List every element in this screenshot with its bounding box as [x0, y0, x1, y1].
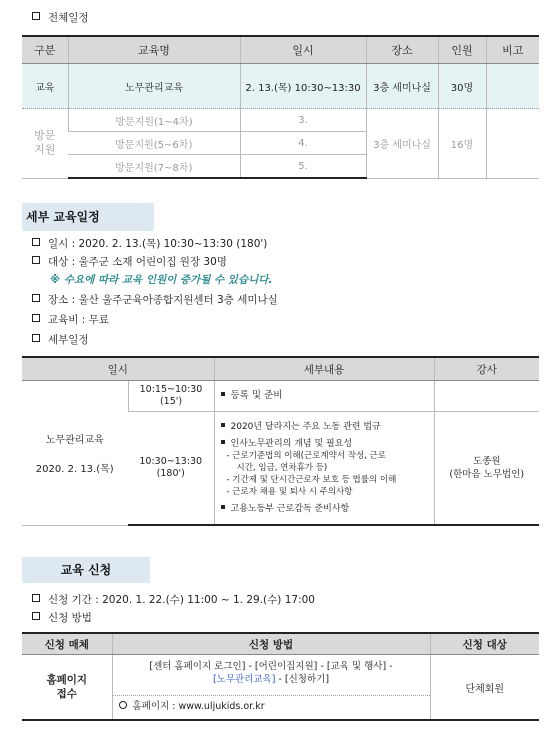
- course-name-cell: 방문지원(1~4차): [68, 109, 240, 132]
- table-row: [22, 655, 539, 721]
- method-cell: [112, 655, 430, 721]
- lecturer-cell: [434, 381, 539, 412]
- category-cell: 방문 지원: [22, 109, 68, 179]
- checkbox-bullet-icon: [32, 12, 40, 20]
- col-header: 신청 매체: [22, 633, 112, 655]
- square-bullet-icon: [221, 440, 225, 444]
- course-cell: [22, 381, 128, 526]
- col-header: 비고: [486, 36, 539, 64]
- datetime-cell: 3.: [240, 109, 366, 132]
- detailed-schedule-table: [22, 356, 539, 526]
- col-header: 장소: [366, 36, 438, 64]
- col-header: 세부내용: [214, 357, 434, 381]
- method-steps: [센터 홈페이지 로그인] - [어린이집지원] - [교육 및 행사] - [노무관리교육] - [신청하기]: [113, 656, 430, 696]
- course-name-cell: 방문지원(5~6차): [68, 132, 240, 155]
- checkbox-bullet-icon: [32, 256, 40, 264]
- square-bullet-icon: [221, 505, 225, 509]
- datetime-cell: 4.: [240, 132, 366, 155]
- datetime-cell: 2. 13.(목) 10:30~13:30: [240, 64, 366, 109]
- count-cell: 16명: [438, 109, 486, 179]
- col-header: 일시: [22, 357, 214, 381]
- col-header: 일시: [240, 36, 366, 64]
- col-header: 신청 대상: [430, 633, 539, 655]
- category-cell: 교육: [22, 64, 68, 109]
- time-cell: 10:30~13:30 (180'): [128, 412, 214, 526]
- checkbox-bullet-icon: [32, 294, 40, 302]
- application-table: [22, 632, 539, 721]
- place-cell: 3층 세미나실: [366, 64, 438, 109]
- apply-period: 신청 기간 : 2020. 1. 22.(수) 11:00 ~ 1. 29.(수) 17:00: [32, 592, 315, 607]
- note-cell: [486, 109, 539, 179]
- detail-cell: 2020년 달라지는 주요 노동 관련 법규 인사노무관리의 개념 및 필요성 - 근로기준법의 이해(근로계약서 작성, 근로 시간, 임금, 연차휴가 등) - 기간제 및 단시간근로자 보호 등 법률의 이해 - 근로자 채용 및 퇴사 시 주의사항 고용노동부 근로감독 준비사항: [214, 412, 434, 526]
- col-header: 구분: [22, 36, 68, 64]
- course-name-cell: 노무관리교육: [68, 64, 240, 109]
- section-heading-overall: 전체일정: [32, 10, 89, 25]
- circle-bullet-icon: [119, 701, 127, 709]
- place-cell: 3층 세미나실: [366, 109, 438, 179]
- time-cell: 10:15~10:30 (15'): [128, 381, 214, 412]
- col-header: 교육명: [68, 36, 240, 64]
- medium-cell: 홈페이지 접수: [22, 655, 112, 721]
- section-title-detail: 세부 교육일정: [22, 203, 154, 231]
- homepage-link[interactable]: 홈페이지 : www.uljukids.or.kr: [132, 701, 265, 712]
- table-header-row: [22, 633, 539, 655]
- table-row: [22, 109, 539, 132]
- detail-place: 장소 : 울산 울주군육아종합지원센터 3층 세미나실: [32, 292, 278, 307]
- count-cell: 30명: [438, 64, 486, 109]
- table-header-row: [22, 357, 539, 381]
- detail-schedule: 세부일정: [32, 332, 89, 347]
- apply-method: 신청 방법: [32, 610, 92, 625]
- datetime-cell: 5.: [240, 155, 366, 179]
- checkbox-bullet-icon: [32, 334, 40, 342]
- course-link[interactable]: [노무관리교육]: [212, 674, 276, 685]
- checkbox-bullet-icon: [32, 314, 40, 322]
- checkbox-bullet-icon: [32, 594, 40, 602]
- table-header-row: [22, 36, 539, 64]
- detail-fee: 교육비 : 무료: [32, 312, 109, 327]
- course-name: 노무관리교육: [45, 434, 104, 446]
- section-title-apply: 교육 신청: [22, 557, 150, 583]
- col-header: 강사: [434, 357, 539, 381]
- col-header: 인원: [438, 36, 486, 64]
- detail-note: ※ 수요에 따라 교육 인원이 증가될 수 있습니다.: [50, 274, 273, 286]
- table-row: [22, 64, 539, 109]
- col-header: 신청 방법: [112, 633, 430, 655]
- note-cell: [486, 64, 539, 109]
- square-bullet-icon: [221, 423, 225, 427]
- target-cell: 단체회원: [430, 655, 539, 721]
- homepage-line: [113, 696, 430, 718]
- detail-date: 일시 : 2020. 2. 13.(목) 10:30~13:30 (180'): [32, 236, 267, 251]
- checkbox-bullet-icon: [32, 238, 40, 246]
- detail-target: 대상 : 울주군 소재 어린이집 원장 30명: [32, 254, 227, 269]
- table-row: [22, 381, 539, 412]
- course-date: 2020. 2. 13.(목): [35, 463, 114, 475]
- course-name-cell: 방문지원(7~8차): [68, 155, 240, 179]
- detail-cell: 등록 및 준비: [214, 381, 434, 412]
- overall-schedule-table: [22, 35, 539, 179]
- square-bullet-icon: [221, 392, 225, 396]
- checkbox-bullet-icon: [32, 612, 40, 620]
- lecturer-name: 도종원: [472, 456, 501, 467]
- lecturer-org: (한마음 노무법인): [449, 469, 525, 480]
- lecturer-cell: [434, 412, 539, 526]
